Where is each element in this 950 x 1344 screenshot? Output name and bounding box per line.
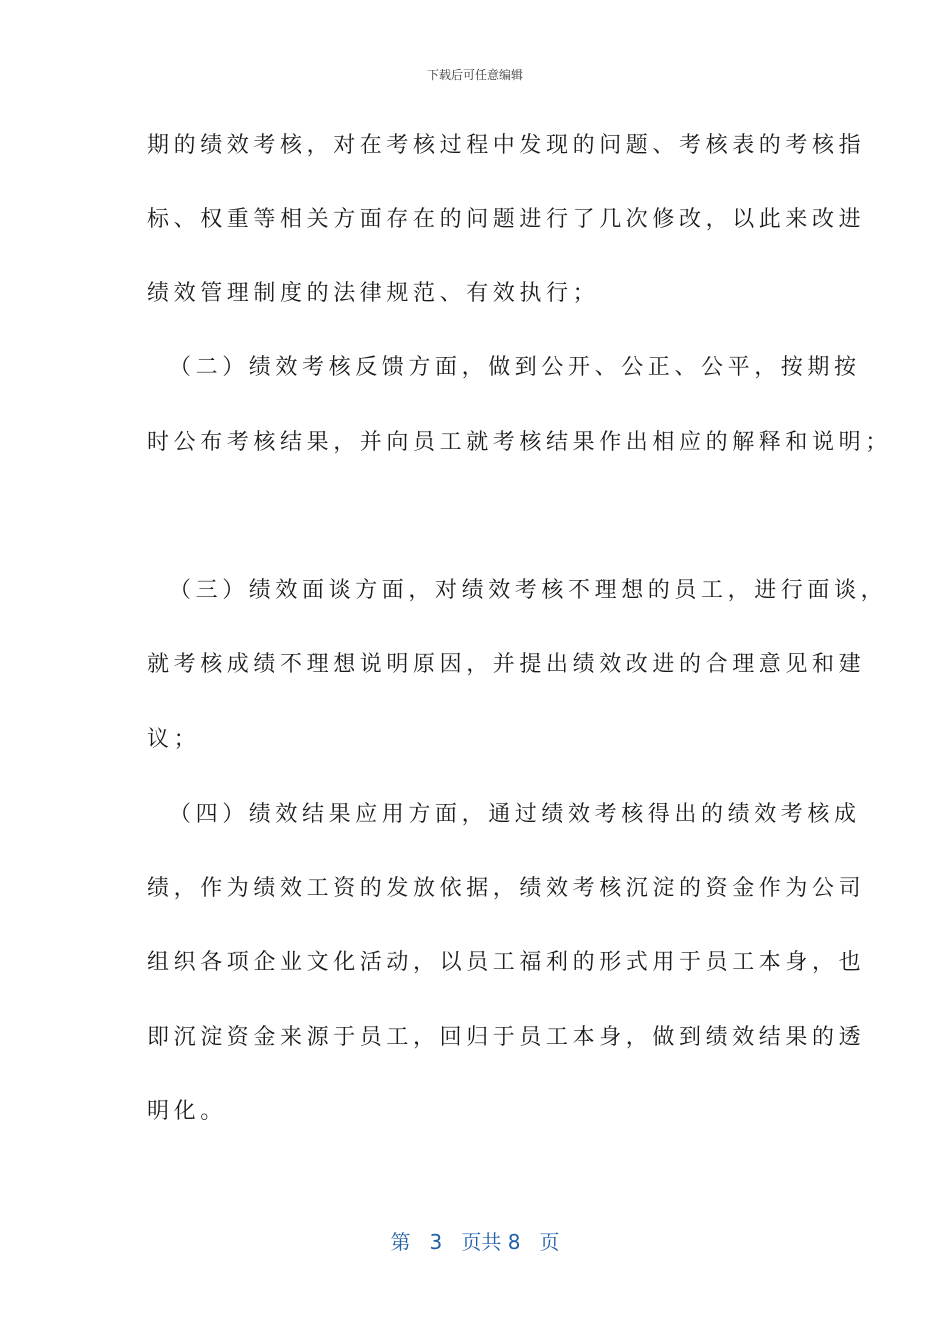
paragraph-line: 标、权重等相关方面存在的问题进行了几次修改，以此来改进	[147, 207, 866, 232]
paragraph-line: 组织各项企业文化活动，以员工福利的形式用于员工本身，也	[147, 950, 866, 975]
paragraph-line: 明化。	[147, 1099, 227, 1124]
paragraph-line: 即沉淀资金来源于员工，回归于员工本身，做到绩效结果的透	[147, 1025, 866, 1050]
paragraph-line: （三）绩效面谈方面，对绩效考核不理想的员工，进行面谈，	[169, 578, 888, 603]
footer-middle: 页共	[461, 1230, 502, 1254]
header-text: 下载后可任意编辑	[426, 68, 523, 82]
footer-suffix: 页	[539, 1230, 560, 1254]
paragraph-line: 时公布考核结果，并向员工就考核结果作出相应的解释和说明；	[147, 430, 892, 455]
footer-total-pages: 8	[507, 1230, 521, 1254]
page-header	[0, 66, 950, 83]
paragraph-line: 绩效管理制度的法律规范、有效执行；	[147, 281, 600, 306]
footer-prefix: 第	[390, 1230, 411, 1254]
paragraph-line: （四）绩效结果应用方面，通过绩效考核得出的绩效考核成	[169, 802, 861, 827]
paragraph-line: 绩，作为绩效工资的发放依据，绩效考核沉淀的资金作为公司	[147, 876, 866, 901]
paragraph-line: 就考核成绩不理想说明原因，并提出绩效改进的合理意见和建	[147, 652, 866, 677]
page-footer	[0, 1226, 950, 1255]
paragraph-line: （二）绩效考核反馈方面，做到公开、公正、公平，按期按	[169, 355, 861, 380]
paragraph-line: 期的绩效考核，对在考核过程中发现的问题、考核表的考核指	[147, 133, 866, 158]
paragraph-line: 议；	[147, 727, 201, 752]
footer-current-page: 3	[429, 1230, 443, 1254]
